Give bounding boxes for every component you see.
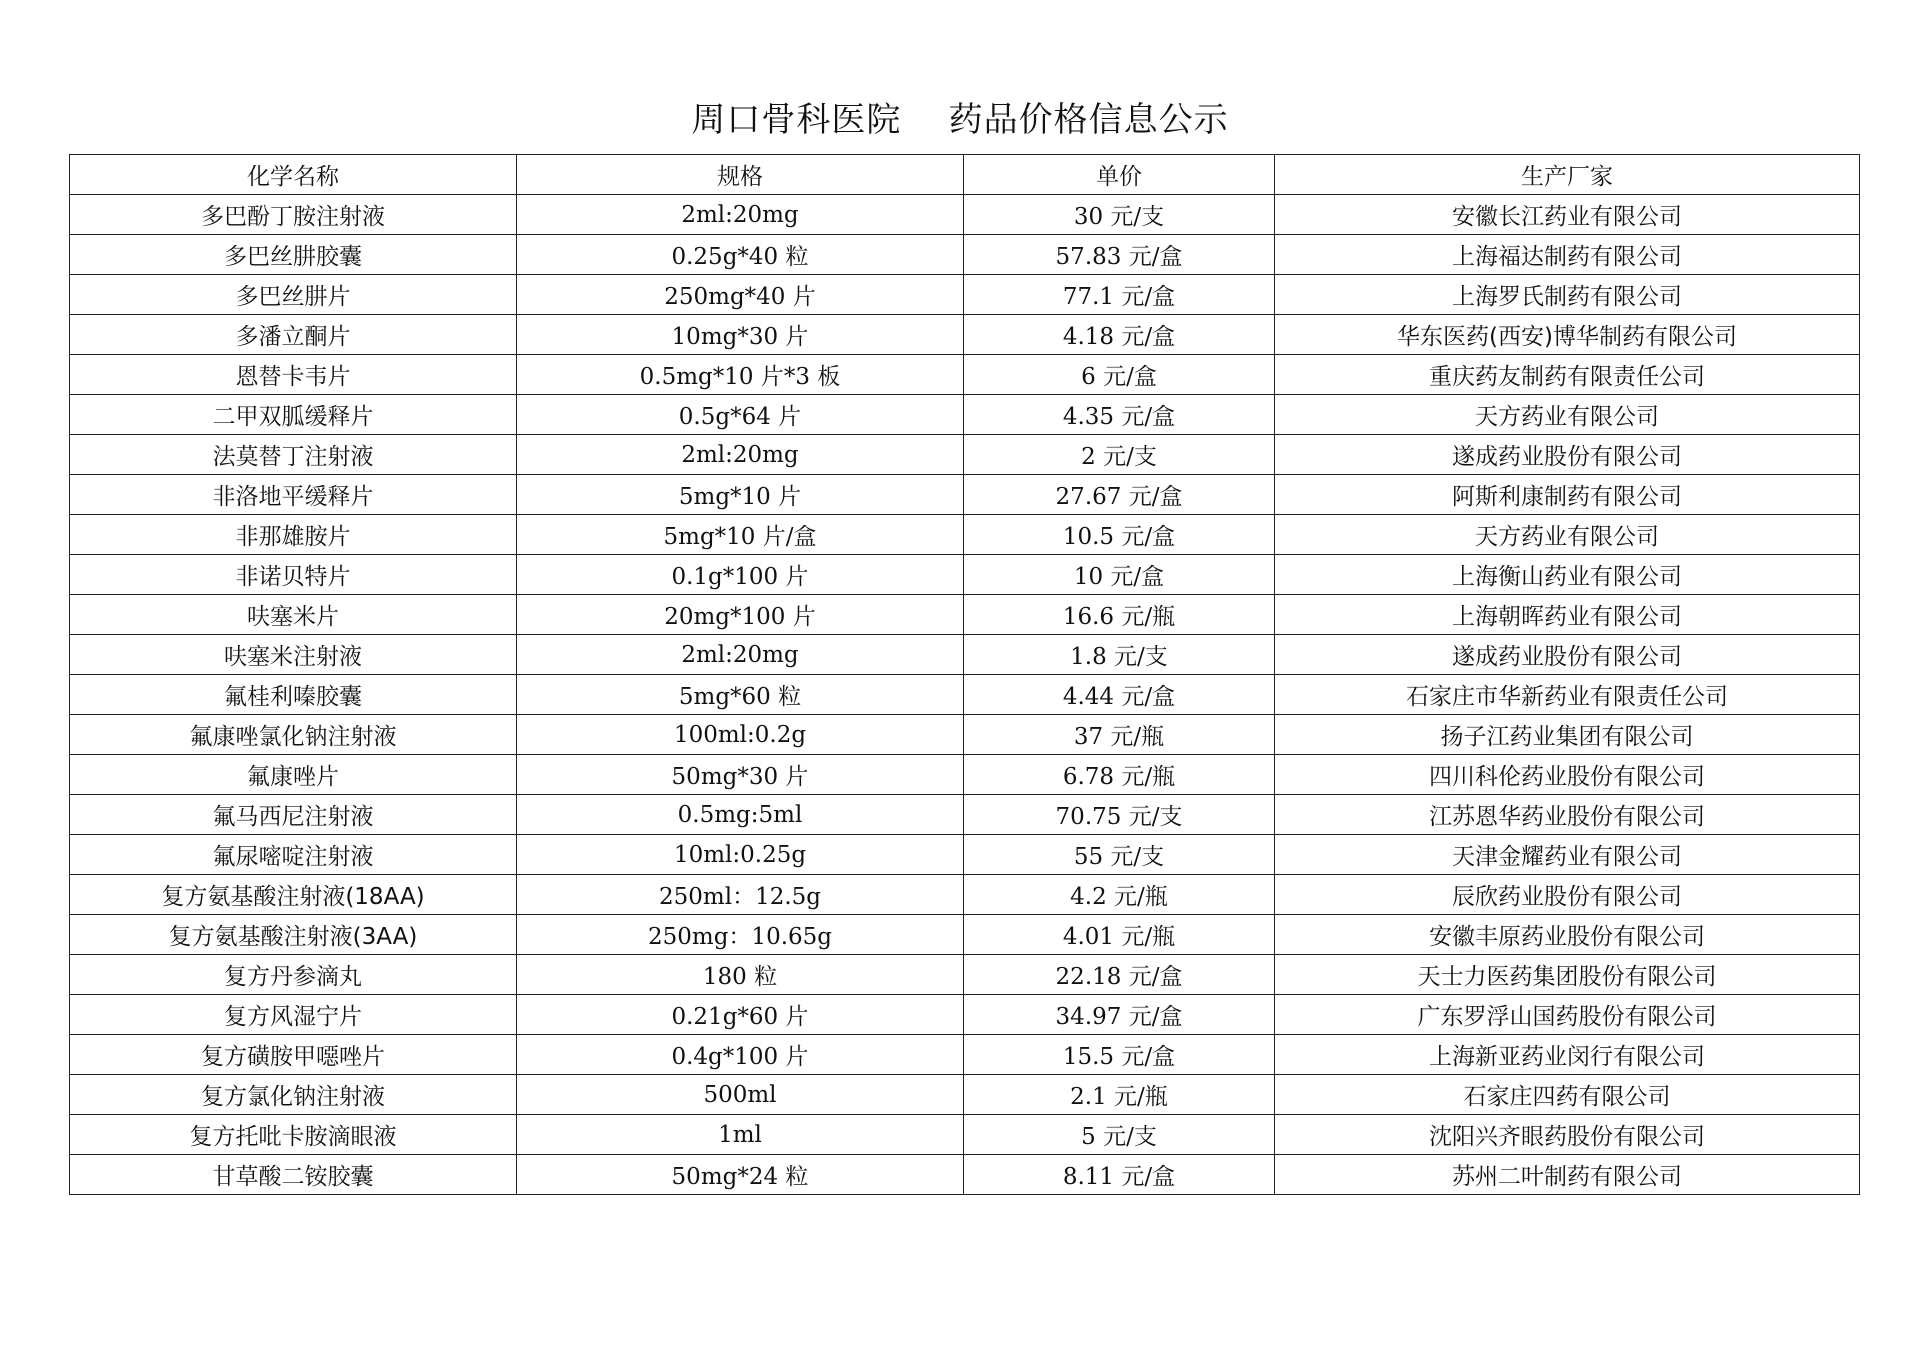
cell-chemical-name: 氟康唑氯化钠注射液 xyxy=(70,715,517,755)
cell-manufacturer: 天方药业有限公司 xyxy=(1275,515,1860,555)
cell-manufacturer: 石家庄四药有限公司 xyxy=(1275,1075,1860,1115)
cell-manufacturer: 扬子江药业集团有限公司 xyxy=(1275,715,1860,755)
cell-unit-price: 34.97 元/盒 xyxy=(964,995,1275,1035)
cell-specification: 250mg*40 片 xyxy=(517,275,964,315)
cell-chemical-name: 氟尿嘧啶注射液 xyxy=(70,835,517,875)
header-manufacturer: 生产厂家 xyxy=(1275,155,1860,195)
header-unit-price: 单价 xyxy=(964,155,1275,195)
cell-manufacturer: 安徽丰原药业股份有限公司 xyxy=(1275,915,1860,955)
cell-manufacturer: 苏州二叶制药有限公司 xyxy=(1275,1155,1860,1195)
cell-chemical-name: 多巴丝肼片 xyxy=(70,275,517,315)
table-row xyxy=(70,1075,1860,1115)
cell-specification: 5mg*60 粒 xyxy=(517,675,964,715)
cell-chemical-name: 多巴酚丁胺注射液 xyxy=(70,195,517,235)
cell-unit-price: 4.18 元/盒 xyxy=(964,315,1275,355)
cell-manufacturer: 石家庄市华新药业有限责任公司 xyxy=(1275,675,1860,715)
table-row xyxy=(70,515,1860,555)
table-row xyxy=(70,955,1860,995)
cell-unit-price: 10 元/盒 xyxy=(964,555,1275,595)
cell-chemical-name: 恩替卡韦片 xyxy=(70,355,517,395)
table-row xyxy=(70,275,1860,315)
cell-chemical-name: 二甲双胍缓释片 xyxy=(70,395,517,435)
table-row xyxy=(70,355,1860,395)
cell-manufacturer: 天津金耀药业有限公司 xyxy=(1275,835,1860,875)
cell-chemical-name: 复方风湿宁片 xyxy=(70,995,517,1035)
cell-chemical-name: 复方丹参滴丸 xyxy=(70,955,517,995)
cell-unit-price: 6 元/盒 xyxy=(964,355,1275,395)
cell-unit-price: 15.5 元/盒 xyxy=(964,1035,1275,1075)
table-row xyxy=(70,395,1860,435)
cell-chemical-name: 复方氨基酸注射液(3AA) xyxy=(70,915,517,955)
cell-unit-price: 4.2 元/瓶 xyxy=(964,875,1275,915)
cell-specification: 1ml xyxy=(517,1115,964,1155)
cell-chemical-name: 甘草酸二铵胶囊 xyxy=(70,1155,517,1195)
cell-unit-price: 22.18 元/盒 xyxy=(964,955,1275,995)
cell-manufacturer: 辰欣药业股份有限公司 xyxy=(1275,875,1860,915)
cell-specification: 0.4g*100 片 xyxy=(517,1035,964,1075)
cell-chemical-name: 氟马西尼注射液 xyxy=(70,795,517,835)
cell-chemical-name: 法莫替丁注射液 xyxy=(70,435,517,475)
cell-manufacturer: 重庆药友制药有限责任公司 xyxy=(1275,355,1860,395)
table-row xyxy=(70,1115,1860,1155)
cell-manufacturer: 广东罗浮山国药股份有限公司 xyxy=(1275,995,1860,1035)
cell-unit-price: 4.44 元/盒 xyxy=(964,675,1275,715)
cell-manufacturer: 安徽长江药业有限公司 xyxy=(1275,195,1860,235)
cell-chemical-name: 非洛地平缓释片 xyxy=(70,475,517,515)
cell-manufacturer: 遂成药业股份有限公司 xyxy=(1275,435,1860,475)
table-row xyxy=(70,635,1860,675)
cell-specification: 0.5mg:5ml xyxy=(517,795,964,835)
cell-manufacturer: 江苏恩华药业股份有限公司 xyxy=(1275,795,1860,835)
cell-chemical-name: 非诺贝特片 xyxy=(70,555,517,595)
table-row xyxy=(70,715,1860,755)
cell-chemical-name: 呋塞米片 xyxy=(70,595,517,635)
cell-chemical-name: 复方氯化钠注射液 xyxy=(70,1075,517,1115)
cell-unit-price: 2.1 元/瓶 xyxy=(964,1075,1275,1115)
table-row xyxy=(70,1155,1860,1195)
cell-specification: 10mg*30 片 xyxy=(517,315,964,355)
table-header-row xyxy=(70,155,1860,195)
cell-unit-price: 27.67 元/盒 xyxy=(964,475,1275,515)
cell-manufacturer: 华东医药(西安)博华制药有限公司 xyxy=(1275,315,1860,355)
table-row xyxy=(70,555,1860,595)
cell-unit-price: 4.01 元/瓶 xyxy=(964,915,1275,955)
cell-manufacturer: 上海罗氏制药有限公司 xyxy=(1275,275,1860,315)
table-row xyxy=(70,875,1860,915)
cell-specification: 0.5mg*10 片*3 板 xyxy=(517,355,964,395)
cell-chemical-name: 复方氨基酸注射液(18AA) xyxy=(70,875,517,915)
cell-specification: 180 粒 xyxy=(517,955,964,995)
table-row xyxy=(70,675,1860,715)
cell-unit-price: 5 元/支 xyxy=(964,1115,1275,1155)
cell-specification: 250ml：12.5g xyxy=(517,875,964,915)
cell-specification: 10ml:0.25g xyxy=(517,835,964,875)
table-row xyxy=(70,595,1860,635)
cell-specification: 2ml:20mg xyxy=(517,635,964,675)
cell-specification: 250mg：10.65g xyxy=(517,915,964,955)
cell-specification: 50mg*30 片 xyxy=(517,755,964,795)
cell-manufacturer: 上海新亚药业闵行有限公司 xyxy=(1275,1035,1860,1075)
cell-chemical-name: 氟康唑片 xyxy=(70,755,517,795)
table-row xyxy=(70,755,1860,795)
cell-specification: 0.5g*64 片 xyxy=(517,395,964,435)
cell-specification: 5mg*10 片/盒 xyxy=(517,515,964,555)
cell-chemical-name: 复方磺胺甲噁唑片 xyxy=(70,1035,517,1075)
cell-unit-price: 8.11 元/盒 xyxy=(964,1155,1275,1195)
table-row xyxy=(70,1035,1860,1075)
cell-specification: 0.25g*40 粒 xyxy=(517,235,964,275)
cell-manufacturer: 上海福达制药有限公司 xyxy=(1275,235,1860,275)
cell-unit-price: 2 元/支 xyxy=(964,435,1275,475)
header-specification: 规格 xyxy=(517,155,964,195)
cell-manufacturer: 上海朝晖药业有限公司 xyxy=(1275,595,1860,635)
cell-chemical-name: 多潘立酮片 xyxy=(70,315,517,355)
table-row xyxy=(70,475,1860,515)
cell-manufacturer: 天士力医药集团股份有限公司 xyxy=(1275,955,1860,995)
table-row xyxy=(70,435,1860,475)
cell-chemical-name: 多巴丝肼胶囊 xyxy=(70,235,517,275)
cell-manufacturer: 上海衡山药业有限公司 xyxy=(1275,555,1860,595)
cell-specification: 20mg*100 片 xyxy=(517,595,964,635)
cell-chemical-name: 氟桂利嗪胶囊 xyxy=(70,675,517,715)
table-body xyxy=(70,195,1860,1195)
table-row xyxy=(70,235,1860,275)
cell-chemical-name: 复方托吡卡胺滴眼液 xyxy=(70,1115,517,1155)
cell-specification: 2ml:20mg xyxy=(517,435,964,475)
cell-manufacturer: 天方药业有限公司 xyxy=(1275,395,1860,435)
cell-unit-price: 30 元/支 xyxy=(964,195,1275,235)
cell-manufacturer: 四川科伦药业股份有限公司 xyxy=(1275,755,1860,795)
cell-chemical-name: 呋塞米注射液 xyxy=(70,635,517,675)
drug-price-table xyxy=(69,154,1860,1195)
cell-unit-price: 6.78 元/瓶 xyxy=(964,755,1275,795)
cell-unit-price: 55 元/支 xyxy=(964,835,1275,875)
table-row xyxy=(70,315,1860,355)
table-row xyxy=(70,915,1860,955)
table-row xyxy=(70,195,1860,235)
cell-specification: 500ml xyxy=(517,1075,964,1115)
cell-unit-price: 57.83 元/盒 xyxy=(964,235,1275,275)
cell-specification: 50mg*24 粒 xyxy=(517,1155,964,1195)
cell-chemical-name: 非那雄胺片 xyxy=(70,515,517,555)
cell-unit-price: 10.5 元/盒 xyxy=(964,515,1275,555)
cell-unit-price: 37 元/瓶 xyxy=(964,715,1275,755)
table-row xyxy=(70,835,1860,875)
cell-specification: 5mg*10 片 xyxy=(517,475,964,515)
cell-unit-price: 1.8 元/支 xyxy=(964,635,1275,675)
cell-specification: 100ml:0.2g xyxy=(517,715,964,755)
table-row xyxy=(70,795,1860,835)
cell-manufacturer: 阿斯利康制药有限公司 xyxy=(1275,475,1860,515)
cell-specification: 2ml:20mg xyxy=(517,195,964,235)
cell-unit-price: 77.1 元/盒 xyxy=(964,275,1275,315)
page-title: 周口骨科医院 药品价格信息公示 xyxy=(691,100,1229,140)
cell-unit-price: 16.6 元/瓶 xyxy=(964,595,1275,635)
cell-unit-price: 4.35 元/盒 xyxy=(964,395,1275,435)
cell-specification: 0.21g*60 片 xyxy=(517,995,964,1035)
table-row xyxy=(70,995,1860,1035)
cell-manufacturer: 沈阳兴齐眼药股份有限公司 xyxy=(1275,1115,1860,1155)
cell-unit-price: 70.75 元/支 xyxy=(964,795,1275,835)
header-chemical-name: 化学名称 xyxy=(70,155,517,195)
cell-specification: 0.1g*100 片 xyxy=(517,555,964,595)
cell-manufacturer: 遂成药业股份有限公司 xyxy=(1275,635,1860,675)
